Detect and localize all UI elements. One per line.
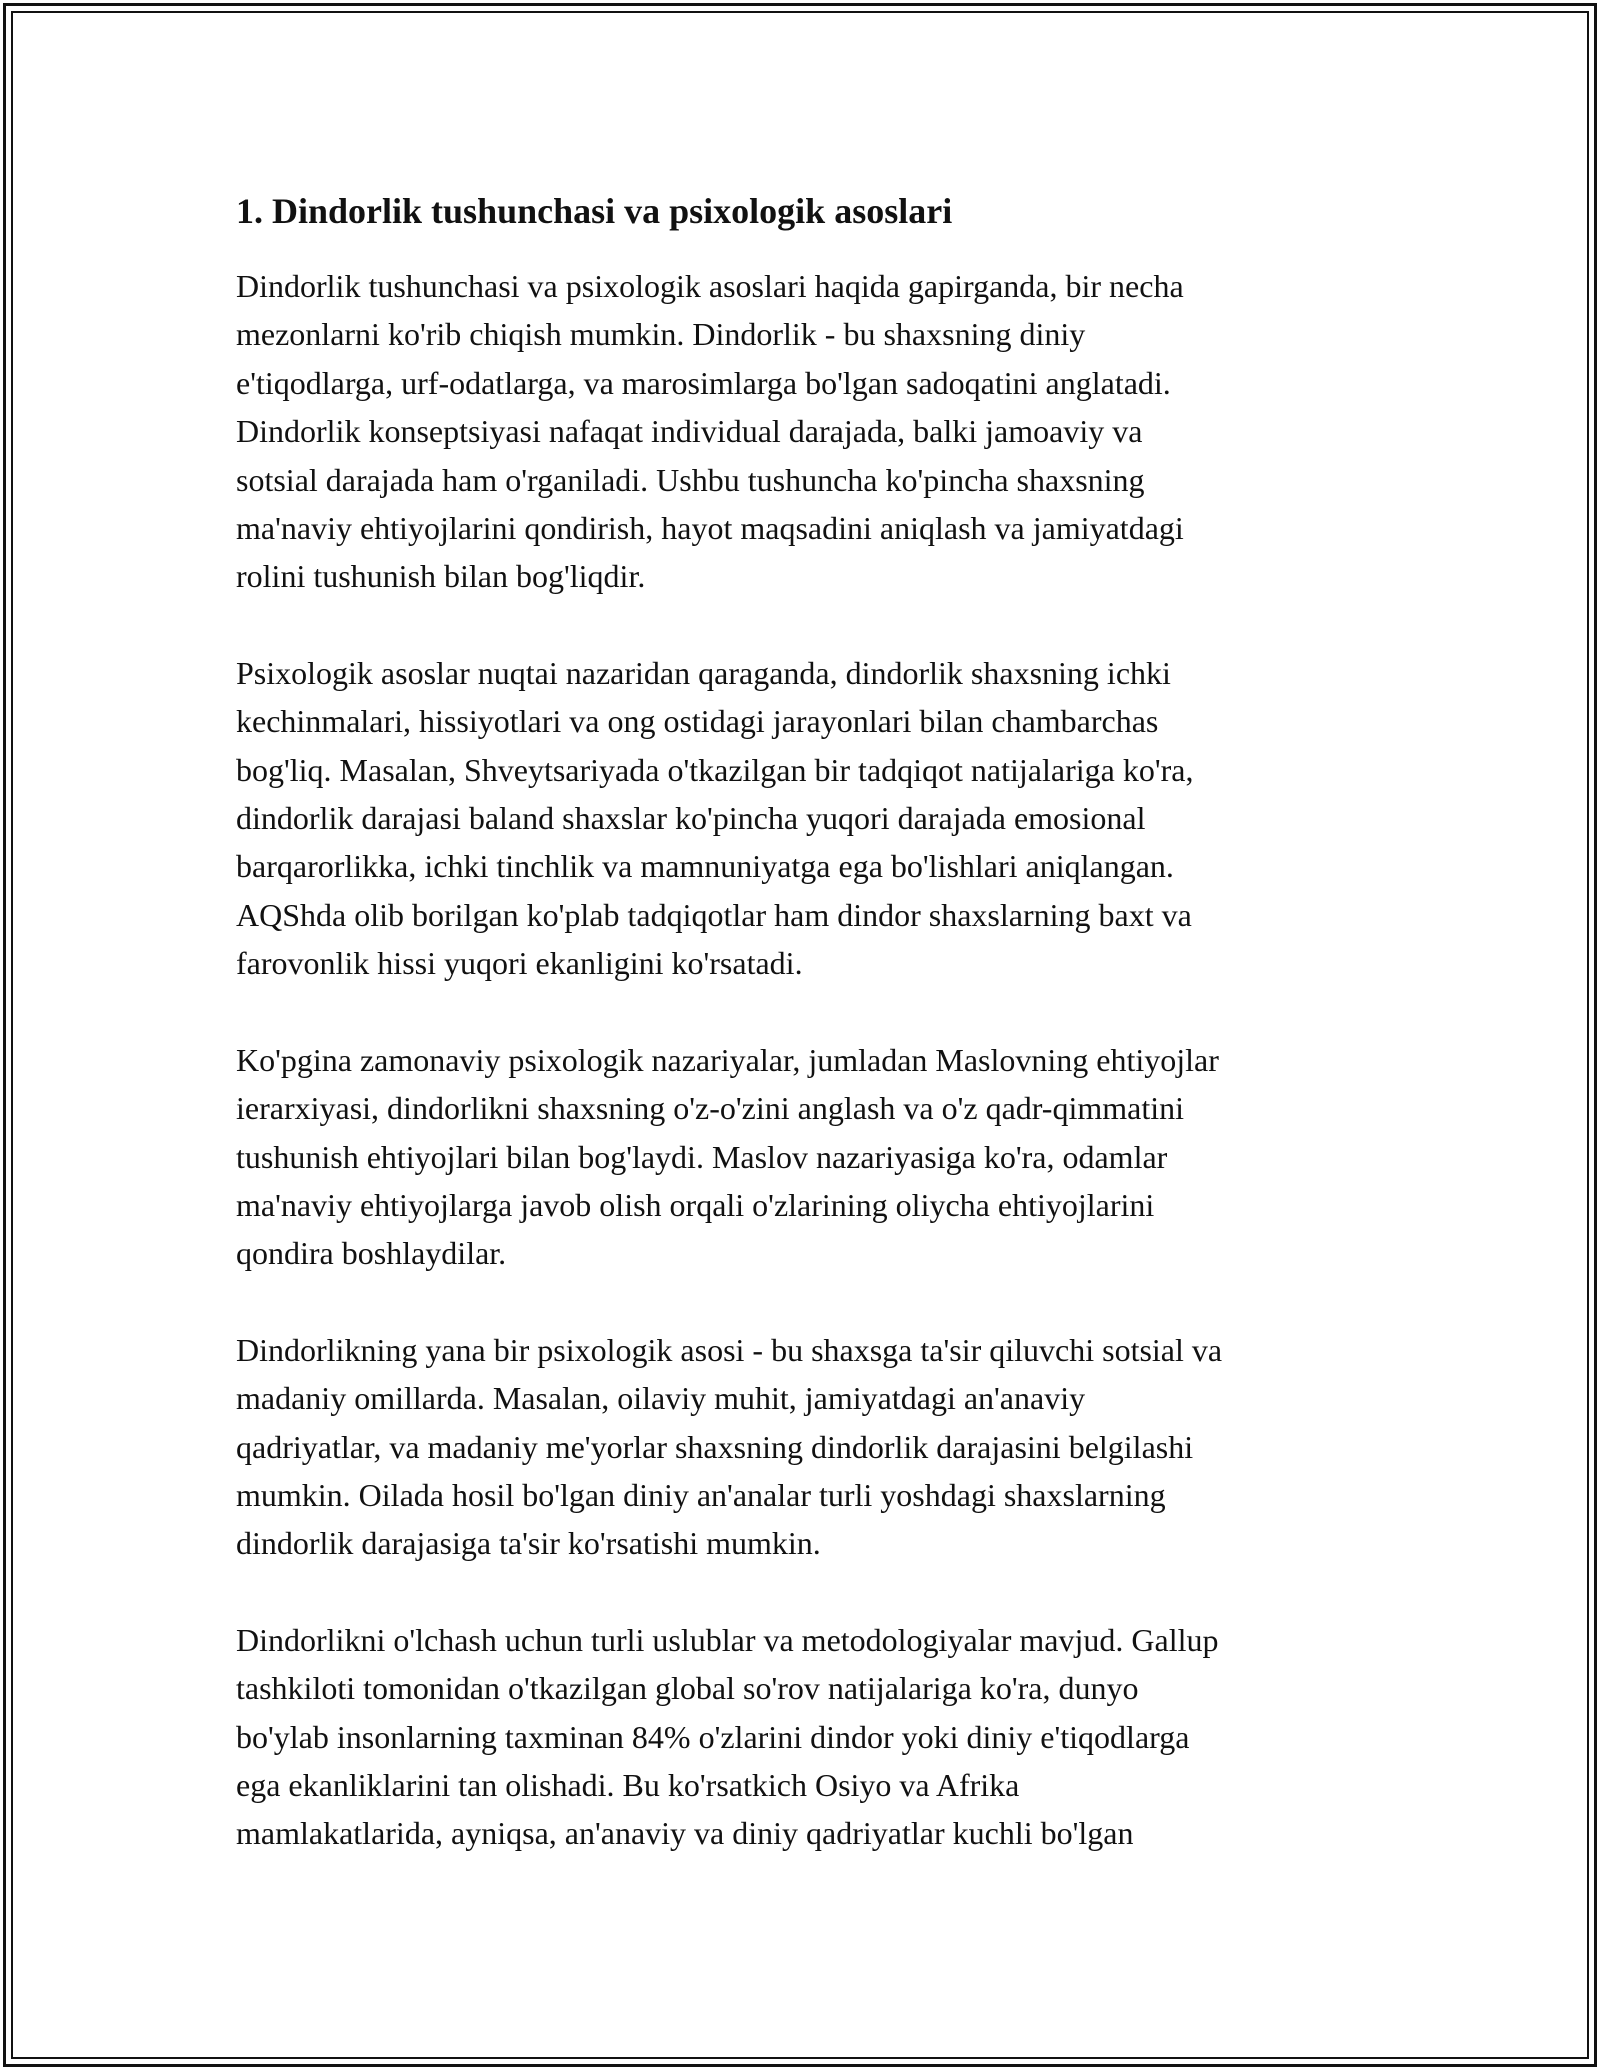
text-line: Psixologik asoslar nuqtai nazaridan qaraganda, dindorlik shaxsning ichki: [236, 654, 1171, 691]
text-line: rolini tushunish bilan bog'liqdir.: [236, 558, 646, 595]
text-line: bo'ylab insonlarning taxminan 84% o'zlarini dindor yoki diniy e'tiqodlarga: [236, 1718, 1190, 1755]
text-line: bog'liq. Masalan, Shveytsariyada o'tkazilgan bir tadqiqot natijalariga ko'ra,: [236, 751, 1194, 788]
document-body: [236, 186, 1386, 1906]
text-line: Dindorlikning yana bir psixologik asosi - bu shaxsga ta'sir qiluvchi sotsial va: [236, 1331, 1223, 1368]
text-line: ma'naviy ehtiyojlarga javob olish orqali o'zlarining oliycha ehtiyojlarini: [236, 1186, 1155, 1223]
text-line: farovonlik hissi yuqori ekanligini ko'rsatadi.: [236, 945, 803, 982]
text-line: ega ekanliklarini tan olishadi. Bu ko'rsatkich Osiyo va Afrika: [236, 1766, 1020, 1803]
text-line: tushunish ehtiyojlari bilan bog'laydi. Maslov nazariyasiga ko'ra, odamlar: [236, 1138, 1168, 1175]
text-line: ma'naviy ehtiyojlarini qondirish, hayot maqsadini aniqlash va jamiyatdagi: [236, 510, 1184, 547]
text-line: mezonlarni ko'rib chiqish mumkin. Dindorlik - bu shaxsning diniy: [236, 316, 1086, 353]
text-line: Ko'pgina zamonaviy psixologik nazariyalar, jumladan Maslovning ehtiyojlar: [236, 1041, 1219, 1078]
text-line: dindorlik darajasi baland shaxslar ko'pincha yuqori darajada emosional: [236, 800, 1146, 837]
text-line: AQShda olib borilgan ko'plab tadqiqotlar ham dindor shaxslarning baxt va: [236, 896, 1192, 933]
text-line: dindorlik darajasiga ta'sir ko'rsatishi mumkin.: [236, 1525, 821, 1562]
text-line: kechinmalari, hissiyotlari va ong ostidagi jarayonlari bilan chambarchas: [236, 703, 1159, 740]
text-line: madaniy omillarda. Masalan, oilaviy muhit, jamiyatdagi an'anaviy: [236, 1380, 1086, 1417]
text-line: tashkiloti tomonidan o'tkazilgan global so'rov natijalariga ko'ra, dunyo: [236, 1670, 1139, 1707]
text-line: mumkin. Oilada hosil bo'lgan diniy an'analar turli yoshdagi shaxslarning: [236, 1476, 1166, 1513]
text-line: Dindorlik konseptsiyasi nafaqat individual darajada, balki jamoaviy va: [236, 413, 1143, 450]
paragraph-1: [236, 262, 1386, 601]
text-line: barqarorlikka, ichki tinchlik va mamnuniyatga ega bo'lishlari aniqlangan.: [236, 848, 1174, 885]
text-line: ierarxiyasi, dindorlikni shaxsning o'z-o'zini anglash va o'z qadr-qimmatini: [236, 1090, 1184, 1127]
text-line: mamlakatlarida, ayniqsa, an'anaviy va diniy qadriyatlar kuchli bo'lgan: [236, 1815, 1134, 1852]
text-line: qondira boshlaydilar.: [236, 1235, 507, 1272]
text-line: qadriyatlar, va madaniy me'yorlar shaxsning dindorlik darajasini belgilashi: [236, 1428, 1194, 1465]
text-line: Dindorlikni o'lchash uchun turli uslublar va metodologiyalar mavjud. Gallup: [236, 1621, 1219, 1658]
text-line: e'tiqodlarga, urf-odatlarga, va marosimlarga bo'lgan sadoqatini anglatadi.: [236, 364, 1171, 401]
paragraph-4: [236, 1326, 1386, 1568]
paragraph-5: [236, 1616, 1386, 1858]
section-heading: 1. Dindorlik tushunchasi va psixologik asoslari: [236, 191, 953, 231]
text-line: sotsial darajada ham o'rganiladi. Ushbu tushuncha ko'pincha shaxsning: [236, 461, 1145, 498]
paragraph-3: [236, 1036, 1386, 1278]
text-line: Dindorlik tushunchasi va psixologik asoslari haqida gapirganda, bir necha: [236, 268, 1184, 304]
paragraph-2: [236, 649, 1386, 988]
